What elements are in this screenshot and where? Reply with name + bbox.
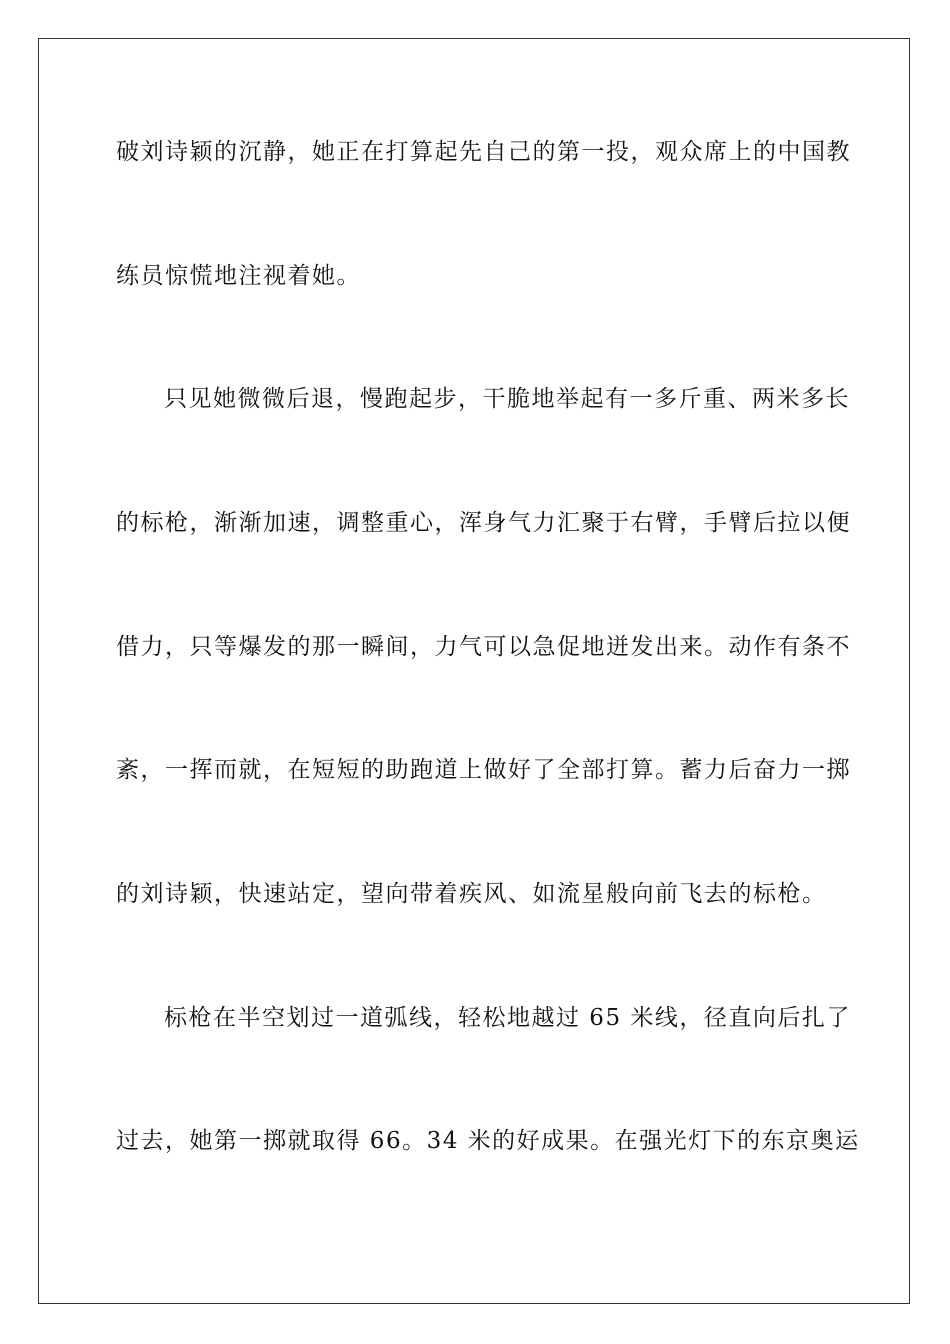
body-text-line-6: 紊，一挥而就，在短短的助跑道上做好了全部打算。蓄力后奋力一掷 [116,757,851,783]
body-text-line-8: 标枪在半空划过一道弧线，轻松地越过 65 米线，径直向后扎了 [164,1005,851,1031]
page-border [38,38,910,1304]
body-text-line-9: 过去，她第一掷就取得 66。34 米的好成果。在强光灯下的东京奥运 [116,1128,860,1154]
body-text-line-4: 的标枪，渐渐加速，调整重心，浑身气力汇聚于右臂，手臂后拉以便 [116,510,851,536]
body-text-line-1: 破刘诗颖的沉静，她正在打算起先自己的第一投，观众席上的中国教 [116,139,851,165]
body-text-line-2: 练员惊慌地注视着她。 [116,263,361,289]
body-text-line-3: 只见她微微后退，慢跑起步，干脆地举起有一多斤重、两米多长 [164,386,850,412]
body-text-line-7: 的刘诗颖，快速站定，望向带着疾风、如流星般向前飞去的标枪。 [116,881,827,907]
body-text-line-5: 借力，只等爆发的那一瞬间，力气可以急促地迸发出来。动作有条不 [116,634,851,660]
